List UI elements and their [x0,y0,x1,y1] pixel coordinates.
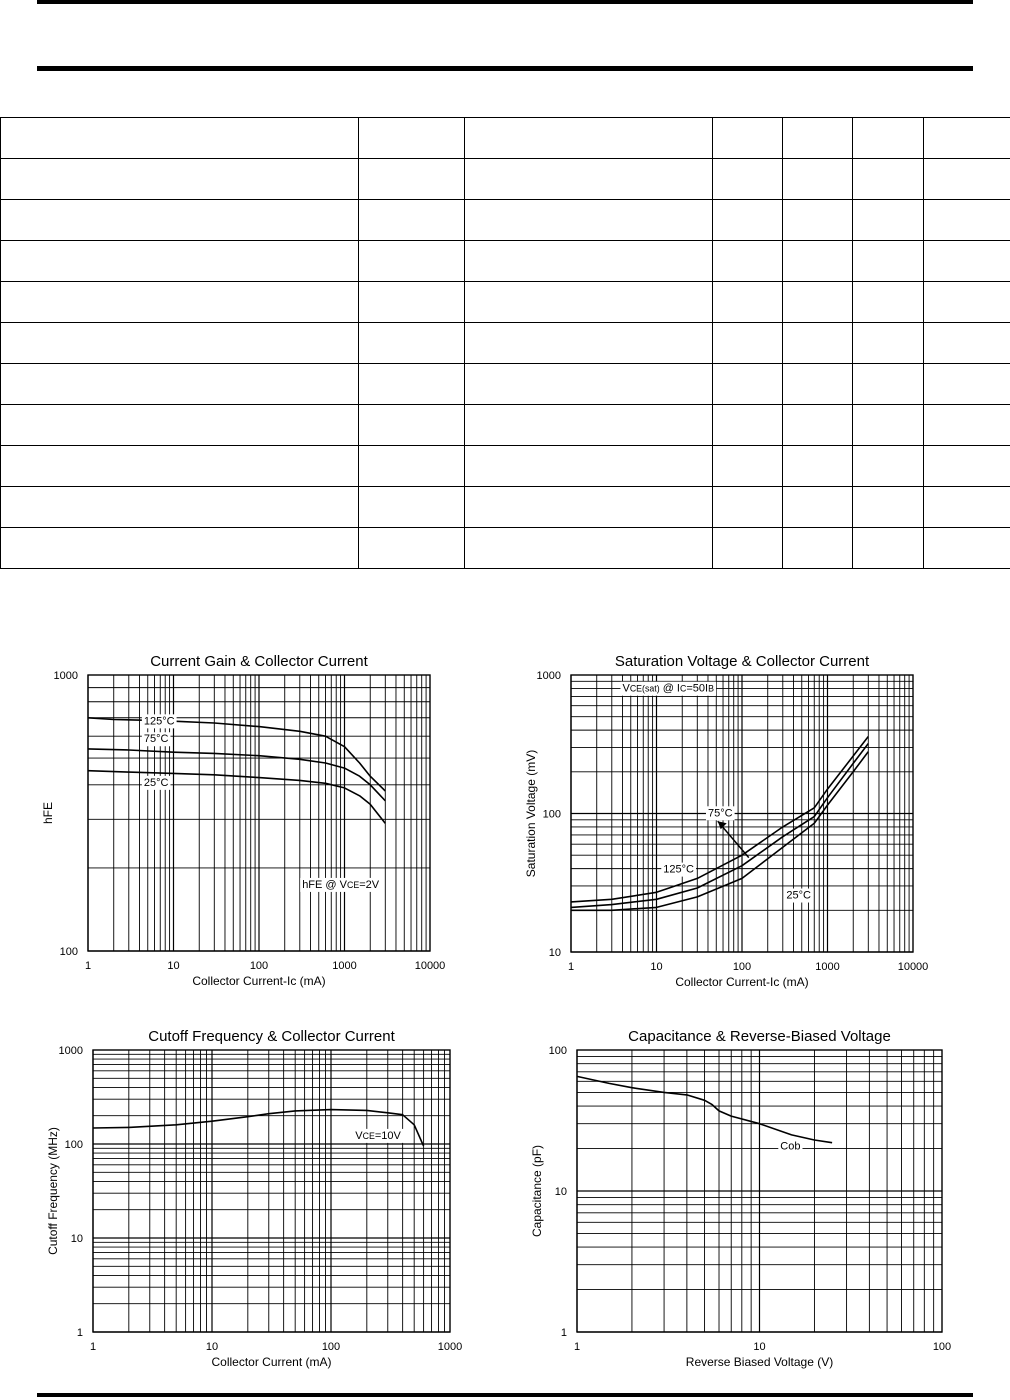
y-axis-label: Cutoff Frequency (MHz) [46,1127,60,1255]
x-tick-label: 1000 [815,961,840,973]
chart-title: Cutoff Frequency & Collector Current [148,1028,395,1045]
y-axis-label: hFE [41,801,55,825]
cutoff-frequency-chart [0,1015,500,1380]
plot-frame [93,1050,450,1332]
y-axis-label: Saturation Voltage (mV) [524,749,538,878]
x-tick-label: 10 [167,960,180,972]
y-tick-label: 100 [542,808,561,821]
table-row [1,405,1010,446]
y-tick-label: 1 [560,1327,567,1339]
chart-annotation: 75°C [143,733,169,746]
y-tick-label: 1000 [53,670,78,682]
y-tick-label: 1000 [58,1045,83,1057]
chart-annotation: VCE(sat) @ IC=50IB [622,682,714,695]
saturation-voltage-chart [500,640,1010,1000]
x-tick-label: 10 [650,961,663,973]
y-tick-label: 10 [548,947,561,959]
x-axis-label: Collector Current-Ic (mA) [192,974,326,988]
y-tick-label: 100 [548,1045,567,1057]
x-tick-label: 1 [573,1341,581,1353]
table-row [1,446,1010,487]
chart-title: Current Gain & Collector Current [150,653,368,670]
capacitance-chart [500,1015,1010,1380]
chart-annotation: VCE=10V [355,1129,401,1142]
chart-annotation: 25°C [143,776,169,789]
current-gain-chart [0,640,500,1000]
table-row [1,528,1010,569]
y-tick-label: 10 [554,1186,567,1198]
header-rule-top [37,0,973,4]
table-row [1,241,1010,282]
table-row [1,323,1010,364]
x-axis-label: Reverse Biased Voltage (V) [685,1355,834,1369]
table-row [1,487,1010,528]
x-tick-label: 1 [567,961,575,973]
y-tick-label: 1 [76,1327,83,1339]
x-tick-label: 1000 [437,1341,463,1353]
x-tick-label: 10 [753,1341,766,1353]
table-row [1,118,1010,159]
x-tick-label: 1 [89,1341,97,1353]
electrical-characteristics-table [0,117,1010,569]
table-row [1,200,1010,241]
x-tick-label: 1 [84,960,92,972]
chart-annotation: 25°C [786,889,811,902]
table-row [1,282,1010,323]
leader-arrow-head [718,821,727,829]
chart-annotation: 125°C [663,863,694,876]
table-row [1,364,1010,405]
x-tick-label: 100 [932,1341,952,1353]
x-tick-label: 100 [249,960,269,972]
header-rule-bottom [37,66,973,71]
x-tick-label: 10000 [414,960,446,972]
y-tick-label: 100 [64,1139,83,1151]
chart-title: Saturation Voltage & Collector Current [614,653,870,670]
chart-annotation: Cob [780,1140,801,1153]
table-row [1,159,1010,200]
x-tick-label: 100 [321,1341,341,1353]
y-tick-label: 1000 [536,670,561,682]
x-tick-label: 100 [732,961,752,973]
chart-annotation: 125°C [143,715,175,728]
footer-rule [37,1393,973,1397]
x-tick-label: 1000 [332,960,357,972]
chart-title: Capacitance & Reverse-Biased Voltage [628,1028,891,1045]
x-tick-label: 10000 [897,961,929,973]
chart-annotation: 75°C [707,807,733,820]
y-tick-label: 10 [70,1233,83,1245]
x-axis-label: Collector Current (mA) [211,1355,332,1369]
x-axis-label: Collector Current-Ic (mA) [675,975,809,989]
x-tick-label: 10 [205,1341,219,1353]
chart-annotation: hFE @ VCE=2V [302,878,380,891]
y-axis-label: Capacitance (pF) [530,1144,544,1238]
y-tick-label: 100 [59,946,78,958]
